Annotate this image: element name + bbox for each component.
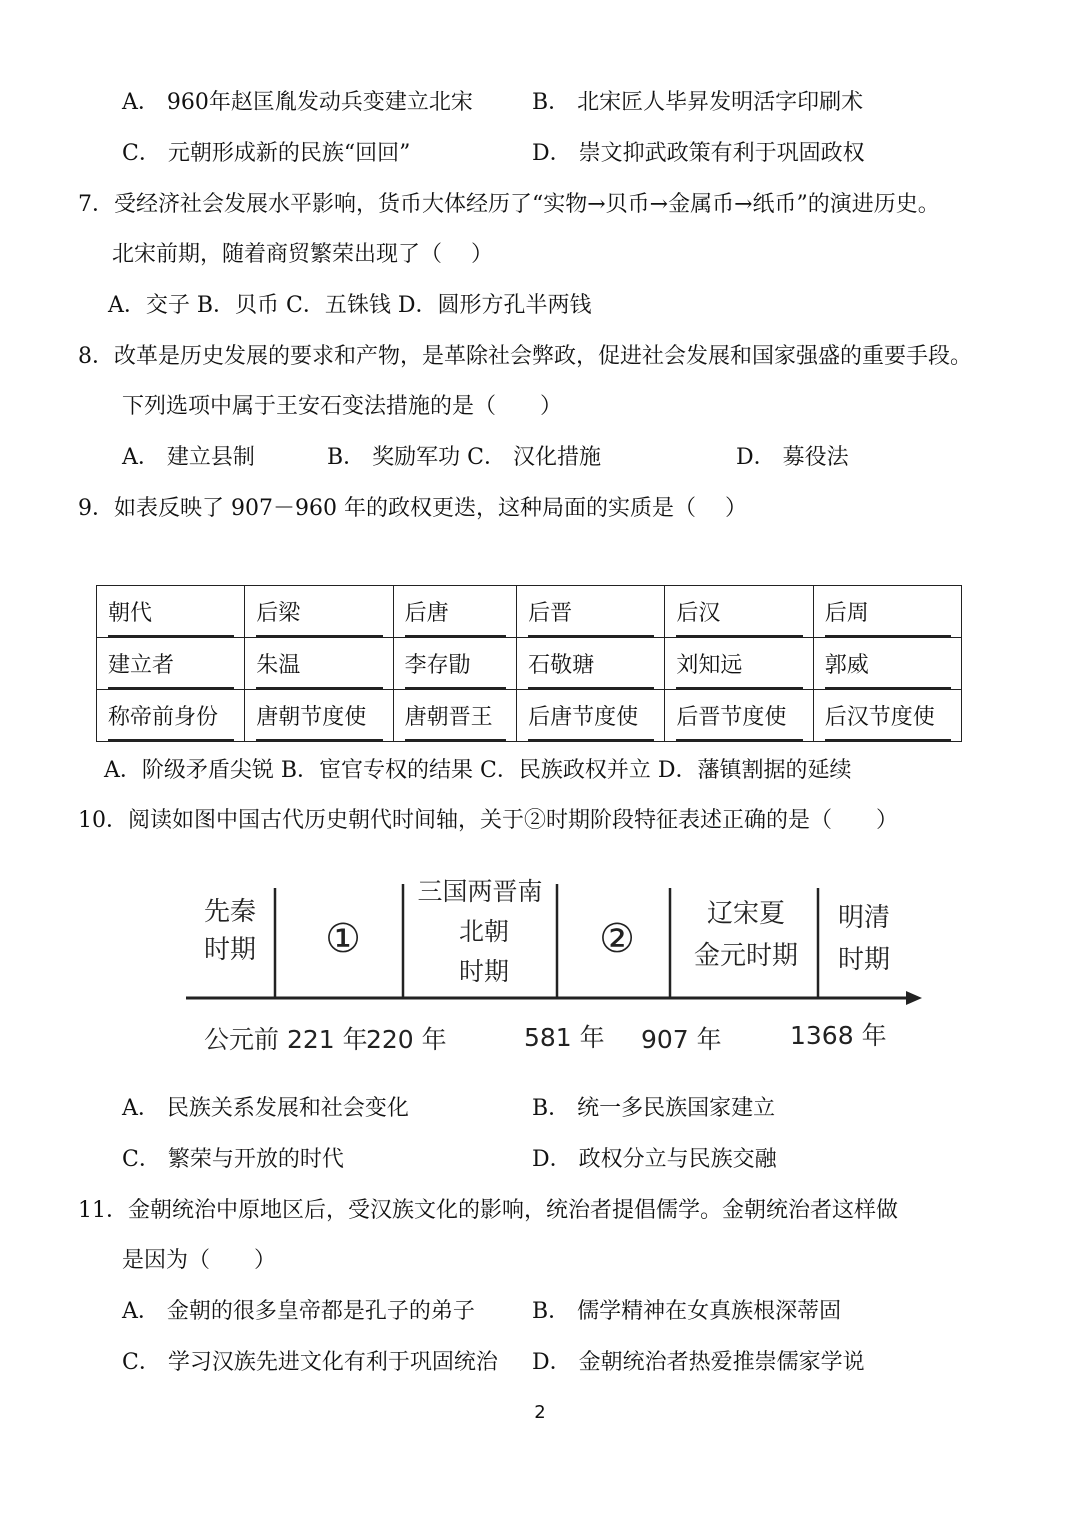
q10-option-b: B． 统一多民族国家建立 — [532, 1096, 776, 1121]
q11-option-a: A． 金朝的很多皇帝都是孔子的弟子 — [122, 1299, 475, 1324]
q11-stem-line2: 是因为（ ） — [122, 1248, 277, 1273]
period3-line3: 时期 — [458, 957, 510, 986]
table-cell — [393, 586, 517, 638]
table-cell — [245, 638, 393, 690]
table-cell — [97, 690, 245, 742]
page-number: 2 — [534, 1402, 546, 1423]
q11-option-c: C． 学习汉族先进文化有利于巩固统治 — [122, 1350, 498, 1375]
cell-text: 唐朝晋王 — [405, 690, 507, 741]
table-cell — [517, 690, 665, 742]
table-cell — [813, 586, 961, 638]
table-cell — [393, 638, 517, 690]
year-label: 公元前 221 年 — [204, 1025, 368, 1054]
cell-text: 郭威 — [825, 638, 951, 689]
period1-line2: 时期 — [203, 935, 257, 965]
cell-text: 后唐节度使 — [528, 690, 654, 741]
timeline-arrow-icon — [906, 991, 922, 1005]
q10-stem: 10．阅读如图中国古代历史朝代时间轴，关于②时期阶段特征表述正确的是（ ） — [78, 808, 898, 833]
table-cell — [813, 690, 961, 742]
table-cell — [665, 638, 813, 690]
cell-text: 后梁 — [256, 586, 382, 637]
table-row — [97, 586, 962, 638]
cell-text: 石敬瑭 — [528, 638, 654, 689]
table-row — [97, 638, 962, 690]
cell-text: 朝代 — [108, 586, 234, 637]
period3-line2: 北朝 — [458, 917, 510, 946]
q8-option-d: D． 募役法 — [736, 445, 849, 470]
q6-option-d: D． 崇文抑武政策有利于巩固政权 — [532, 141, 865, 166]
year-label: 1368 年 — [790, 1021, 887, 1050]
cell-text: 后汉 — [676, 586, 802, 637]
q7-stem-line1: 7．受经济社会发展水平影响，货币大体经历了“实物→贝币→金属币→纸币”的演进历史。 — [78, 192, 940, 217]
table-row — [97, 690, 962, 742]
q10-option-c: C． 繁荣与开放的时代 — [122, 1147, 344, 1172]
table-cell — [517, 586, 665, 638]
dynasty-table — [96, 585, 962, 742]
q6-option-a: A． 960年赵匡胤发动兵变建立北宋 — [122, 90, 473, 115]
q9-options: A．阶级矛盾尖锐 B．宦官专权的结果 C．民族政权并立 D．藩镇割据的延续 — [104, 758, 852, 783]
cell-text: 后晋节度使 — [676, 690, 802, 741]
q8-option-bc: B． 奖励军功 C． 汉化措施 — [327, 445, 601, 470]
q11-stem-line1: 11．金朝统治中原地区后，受汉族文化的影响，统治者提倡儒学。金朝统治者这样做 — [78, 1198, 898, 1223]
period6-line2: 时期 — [837, 945, 891, 975]
q8-stem-line1: 8．改革是历史发展的要求和产物，是革除社会弊政，促进社会发展和国家强盛的重要手段。 — [78, 344, 973, 369]
table-cell — [245, 586, 393, 638]
cell-text: 唐朝节度使 — [256, 690, 382, 741]
q7-options: A．交子 B．贝币 C．五铢钱 D．圆形方孔半两钱 — [108, 293, 592, 318]
period6-line1: 明清 — [837, 903, 891, 933]
table-cell — [393, 690, 517, 742]
cell-text: 刘知远 — [676, 638, 802, 689]
year-label: 220 年 — [366, 1025, 447, 1054]
q6-option-c: C． 元朝形成新的民族“回回” — [122, 141, 411, 166]
q10-option-d: D． 政权分立与民族交融 — [532, 1147, 777, 1172]
table-cell — [665, 586, 813, 638]
period3-line1: 三国两晋南 — [417, 877, 543, 906]
circle-two: ② — [599, 916, 635, 962]
history-timeline — [180, 870, 930, 1060]
q7-stem-line2: 北宋前期，随着商贸繁荣出现了（ ） — [112, 242, 493, 267]
table-cell — [813, 638, 961, 690]
table-cell — [97, 638, 245, 690]
period5-line2: 金元时期 — [693, 941, 799, 971]
period1-line1: 先秦 — [203, 897, 257, 927]
cell-text: 后汉节度使 — [825, 690, 951, 741]
q11-option-b: B． 儒学精神在女真族根深蒂固 — [532, 1299, 842, 1324]
q10-option-a: A． 民族关系发展和社会变化 — [122, 1096, 409, 1121]
q11-option-d: D． 金朝统治者热爱推崇儒家学说 — [532, 1350, 865, 1375]
year-label: 581 年 — [524, 1023, 605, 1052]
cell-text: 后晋 — [528, 586, 654, 637]
q8-option-a: A． 建立县制 — [122, 445, 255, 470]
period5-line1: 辽宋夏 — [706, 899, 786, 929]
table-cell — [517, 638, 665, 690]
q9-stem: 9．如表反映了 907－960 年的政权更迭，这种局面的实质是（ ） — [78, 496, 747, 521]
cell-text: 称帝前身份 — [108, 690, 234, 741]
table-cell — [245, 690, 393, 742]
q6-option-b: B． 北宋匠人毕昇发明活字印刷术 — [532, 90, 864, 115]
cell-text: 朱温 — [256, 638, 382, 689]
cell-text: 李存勖 — [405, 638, 507, 689]
table-cell — [97, 586, 245, 638]
cell-text: 建立者 — [108, 638, 234, 689]
table-cell — [665, 690, 813, 742]
q8-stem-line2: 下列选项中属于王安石变法措施的是（ ） — [122, 394, 563, 419]
year-label: 907 年 — [641, 1025, 722, 1054]
cell-text: 后唐 — [405, 586, 507, 637]
circle-one: ① — [325, 916, 361, 962]
cell-text: 后周 — [825, 586, 951, 637]
